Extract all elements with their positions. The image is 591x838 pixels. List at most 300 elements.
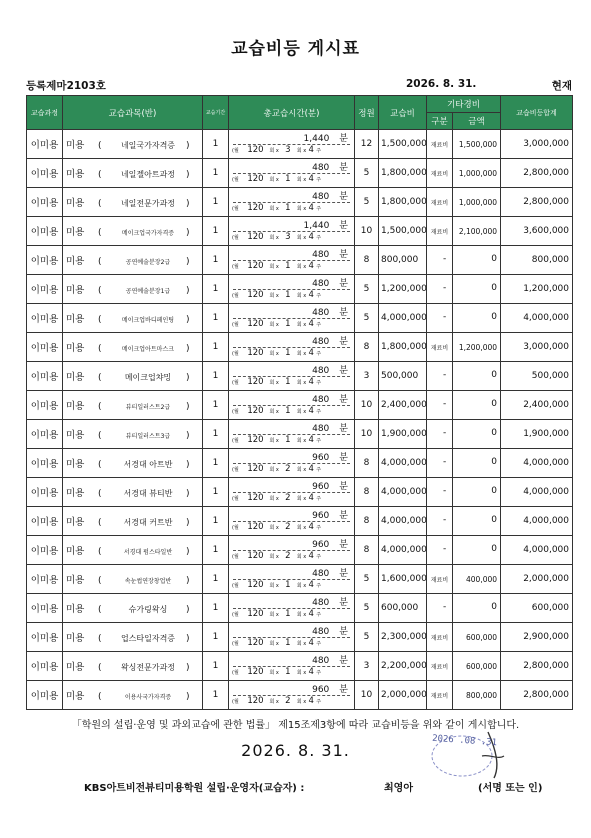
cell-months: 4 — [308, 232, 314, 242]
cell-course — [63, 188, 203, 217]
header-hours: 총교습시간(분) — [229, 96, 355, 130]
fee-table — [26, 95, 573, 710]
cell-paren-open: ( — [98, 199, 102, 209]
cell-minute-unit: 분 — [339, 482, 348, 492]
header-period: 교습기간 — [203, 96, 229, 130]
cell-total-minutes: 480 — [312, 627, 330, 637]
cell-hours: 480 분 (월 120 회 x 1 회 x 4 주 — [229, 188, 355, 217]
cell-minute-unit: 분 — [339, 540, 348, 550]
cell-other-type: 재료비 — [427, 681, 453, 710]
cell-subject: 미용 — [66, 662, 85, 673]
cell-minute-unit: 분 — [339, 569, 348, 579]
cell-times: 1 — [285, 609, 291, 619]
cell-capacity: 5 — [355, 594, 379, 623]
cell-capacity: 8 — [355, 536, 379, 565]
cell-paren-close: ) — [186, 286, 190, 296]
cell-other-amount — [443, 391, 501, 420]
cell-minutes-per: 120 — [247, 667, 264, 677]
cell-fee: 4,000,000 — [379, 449, 427, 478]
cell-minutes-per: 120 — [247, 696, 264, 706]
cell-paren-open: ( — [98, 170, 102, 180]
cell-subject: 미용 — [66, 517, 85, 528]
registration-number: 등록제마2103호 — [26, 80, 106, 92]
cell-minute-unit: 분 — [339, 598, 348, 608]
cell-fee: 4,000,000 — [379, 536, 427, 565]
cell-dash: - — [443, 457, 447, 467]
cell-minutes-per: 120 — [247, 290, 264, 300]
cell-other-amount — [443, 594, 501, 623]
cell-minute-unit: 분 — [339, 337, 348, 347]
cell-subject: 미용 — [66, 169, 85, 180]
cell-sum: 1,200,000 — [501, 275, 573, 304]
header-other: 기타경비 — [427, 96, 501, 113]
cell-capacity: 10 — [355, 217, 379, 246]
cell-months: 4 — [308, 290, 314, 300]
cell-capacity: 3 — [355, 362, 379, 391]
cell-other-amount — [443, 246, 501, 275]
cell-months: 4 — [308, 348, 314, 358]
cell-subject: 미용 — [66, 314, 85, 325]
cell-period: 1 — [203, 420, 229, 449]
cell-fee: 1,800,000 — [379, 333, 427, 362]
cell-minutes-per: 120 — [247, 232, 264, 242]
cell-other-amount: 600,000 — [453, 652, 501, 681]
cell-hours: 480 분 (월 120 회 x 1 회 x 4 주 — [229, 652, 355, 681]
cell-subject: 미용 — [66, 227, 85, 238]
cell-paren-open: ( — [98, 315, 102, 325]
cell-other-amount — [443, 420, 501, 449]
cell-minutes-per: 120 — [247, 522, 264, 532]
cell-minutes-per: 120 — [247, 580, 264, 590]
cell-paren-open: ( — [98, 489, 102, 499]
cell-sum: 3,000,000 — [501, 333, 573, 362]
cell-subject: 미용 — [66, 372, 85, 383]
cell-minutes-per: 120 — [247, 464, 264, 474]
cell-minute-unit: 분 — [339, 192, 348, 202]
cell-times: 2 — [285, 493, 291, 503]
header-course: 교습과목(반) — [63, 96, 203, 130]
stamp-date: 2026 .08 .31 — [431, 733, 498, 749]
cell-total-minutes: 480 — [312, 308, 330, 318]
cell-months: 4 — [308, 261, 314, 271]
cell-field: 이미용 — [27, 188, 63, 217]
cell-sum: 4,000,000 — [501, 478, 573, 507]
cell-total-minutes: 1,440 — [303, 134, 330, 144]
cell-other-amount: 600,000 — [453, 623, 501, 652]
cell-other-amount: 400,000 — [453, 565, 501, 594]
table-row — [27, 565, 573, 594]
cell-hours: 480 분 (월 120 회 x 1 회 x 4 주 — [229, 565, 355, 594]
cell-months: 4 — [308, 522, 314, 532]
cell-sum: 2,800,000 — [501, 159, 573, 188]
cell-other-amount — [443, 449, 501, 478]
cell-fee: 1,500,000 — [379, 130, 427, 159]
cell-total-minutes: 960 — [312, 540, 330, 550]
table-row — [27, 623, 573, 652]
cell-sum: 4,000,000 — [501, 507, 573, 536]
cell-zero: 0 — [491, 544, 498, 554]
cell-other-amount — [443, 304, 501, 333]
cell-total-minutes: 480 — [312, 192, 330, 202]
cell-hours: 960 분 (월 120 회 x 2 회 x 4 주 — [229, 478, 355, 507]
cell-fee: 4,000,000 — [379, 478, 427, 507]
cell-zero: 0 — [491, 515, 498, 525]
cell-times: 1 — [285, 580, 291, 590]
cell-course-name: 슈가링왁싱 — [128, 605, 168, 614]
cell-times: 2 — [285, 464, 291, 474]
table-row — [27, 594, 573, 623]
cell-other-type: 재료비 — [427, 333, 453, 362]
cell-other-amount — [443, 507, 501, 536]
cell-months: 4 — [308, 580, 314, 590]
cell-zero: 0 — [491, 428, 498, 438]
cell-dash: - — [443, 370, 447, 380]
cell-other-type — [427, 246, 453, 275]
cell-paren-close: ) — [186, 518, 190, 528]
operator-name: 최영아 — [384, 783, 413, 794]
cell-minute-unit: 분 — [339, 656, 348, 666]
cell-other-type: 재료비 — [427, 652, 453, 681]
cell-times: 1 — [285, 667, 291, 677]
cell-paren-close: ) — [186, 315, 190, 325]
cell-zero: 0 — [491, 486, 498, 496]
cell-course-name: 왁싱전문가과정 — [120, 663, 176, 672]
cell-months: 4 — [308, 203, 314, 213]
cell-subject: 미용 — [66, 633, 85, 644]
cell-course — [63, 478, 203, 507]
cell-course — [63, 420, 203, 449]
cell-paren-close: ) — [186, 634, 190, 644]
cell-course-name: 네일젤아트과정 — [120, 170, 176, 179]
table-row — [27, 217, 573, 246]
cell-months: 4 — [308, 667, 314, 677]
cell-times: 1 — [285, 377, 291, 387]
cell-course-name: 속눈썹연장창업반 — [124, 578, 172, 585]
cell-other-amount — [443, 536, 501, 565]
cell-sum: 4,000,000 — [501, 536, 573, 565]
cell-times: 1 — [285, 203, 291, 213]
cell-paren-close: ) — [186, 460, 190, 470]
cell-course — [63, 565, 203, 594]
cell-other-type: 재료비 — [427, 565, 453, 594]
cell-times: 1 — [285, 406, 291, 416]
cell-paren-close: ) — [186, 576, 190, 586]
cell-times: 2 — [285, 522, 291, 532]
cell-capacity: 12 — [355, 130, 379, 159]
cell-course-name: 메이크업아트마스크 — [121, 346, 175, 353]
cell-paren-close: ) — [186, 605, 190, 615]
cell-capacity: 8 — [355, 333, 379, 362]
cell-fee: 1,900,000 — [379, 420, 427, 449]
table-row — [27, 536, 573, 565]
cell-sum: 4,000,000 — [501, 304, 573, 333]
cell-other-amount: 800,000 — [453, 681, 501, 710]
cell-period: 1 — [203, 362, 229, 391]
cell-field: 이미용 — [27, 536, 63, 565]
cell-fee: 800,000 — [379, 246, 427, 275]
cell-minutes-per: 120 — [247, 145, 264, 155]
table-row — [27, 681, 573, 710]
cell-course-name: 서경대 펌스타일반 — [123, 549, 173, 556]
cell-period: 1 — [203, 333, 229, 362]
cell-sum: 2,000,000 — [501, 565, 573, 594]
cell-minutes-per: 120 — [247, 174, 264, 184]
cell-other-type — [427, 362, 453, 391]
cell-capacity: 8 — [355, 507, 379, 536]
cell-times: 1 — [285, 290, 291, 300]
table-row — [27, 188, 573, 217]
cell-zero: 0 — [491, 370, 498, 380]
cell-period: 1 — [203, 681, 229, 710]
cell-total-minutes: 480 — [312, 337, 330, 347]
cell-other-amount: 1,500,000 — [453, 130, 501, 159]
cell-course-name: 공연예술분장2급 — [125, 259, 171, 266]
cell-field: 이미용 — [27, 304, 63, 333]
cell-course-name: 네일국가자격증 — [120, 141, 176, 150]
cell-period: 1 — [203, 594, 229, 623]
cell-paren-close: ) — [186, 547, 190, 557]
cell-course — [63, 391, 203, 420]
header-capacity: 정원 — [355, 96, 379, 130]
cell-paren-close: ) — [186, 170, 190, 180]
cell-course — [63, 507, 203, 536]
cell-period: 1 — [203, 652, 229, 681]
cell-months: 4 — [308, 638, 314, 648]
cell-months: 4 — [308, 493, 314, 503]
cell-sum: 1,900,000 — [501, 420, 573, 449]
cell-period: 1 — [203, 130, 229, 159]
cell-other-type — [427, 420, 453, 449]
cell-paren-open: ( — [98, 286, 102, 296]
cell-hours: 480 분 (월 120 회 x 1 회 x 4 주 — [229, 275, 355, 304]
cell-times: 1 — [285, 638, 291, 648]
cell-capacity: 8 — [355, 478, 379, 507]
cell-hours: 960 분 (월 120 회 x 2 회 x 4 주 — [229, 536, 355, 565]
cell-course — [63, 333, 203, 362]
cell-total-minutes: 480 — [312, 163, 330, 173]
header-total: 교습비등합계 — [501, 96, 573, 130]
cell-hours: 480 분 (월 120 회 x 1 회 x 4 주 — [229, 304, 355, 333]
cell-paren-open: ( — [98, 605, 102, 615]
cell-minute-unit: 분 — [339, 627, 348, 637]
cell-period: 1 — [203, 565, 229, 594]
cell-subject: 미용 — [66, 198, 85, 209]
cell-hours: 480 분 (월 120 회 x 1 회 x 4 주 — [229, 594, 355, 623]
cell-course — [63, 275, 203, 304]
cell-capacity: 5 — [355, 275, 379, 304]
cell-minutes-per: 120 — [247, 261, 264, 271]
cell-total-minutes: 480 — [312, 598, 330, 608]
cell-total-minutes: 960 — [312, 482, 330, 492]
cell-course — [63, 304, 203, 333]
cell-paren-close: ) — [186, 663, 190, 673]
cell-period: 1 — [203, 188, 229, 217]
cell-hours: 480 분 (월 120 회 x 1 회 x 4 주 — [229, 333, 355, 362]
cell-subject: 미용 — [66, 546, 85, 557]
cell-course — [63, 536, 203, 565]
cell-subject: 미용 — [66, 140, 85, 151]
cell-subject: 미용 — [66, 430, 85, 441]
cell-times: 1 — [285, 348, 291, 358]
cell-minutes-per: 120 — [247, 203, 264, 213]
cell-paren-close: ) — [186, 692, 190, 702]
cell-subject: 미용 — [66, 459, 85, 470]
cell-field: 이미용 — [27, 507, 63, 536]
cell-minute-unit: 분 — [339, 308, 348, 318]
cell-paren-open: ( — [98, 460, 102, 470]
cell-sum: 2,900,000 — [501, 623, 573, 652]
cell-total-minutes: 480 — [312, 424, 330, 434]
cell-other-amount: 1,200,000 — [453, 333, 501, 362]
cell-field: 이미용 — [27, 217, 63, 246]
cell-course — [63, 449, 203, 478]
cell-sum: 500,000 — [501, 362, 573, 391]
cell-course — [63, 362, 203, 391]
cell-paren-close: ) — [186, 141, 190, 151]
cell-period: 1 — [203, 449, 229, 478]
cell-paren-open: ( — [98, 402, 102, 412]
cell-other-type — [427, 507, 453, 536]
cell-fee: 600,000 — [379, 594, 427, 623]
cell-minutes-per: 120 — [247, 348, 264, 358]
cell-minute-unit: 분 — [339, 279, 348, 289]
cell-field: 이미용 — [27, 391, 63, 420]
cell-zero: 0 — [491, 312, 498, 322]
cell-sum: 2,800,000 — [501, 681, 573, 710]
cell-capacity: 8 — [355, 449, 379, 478]
cell-capacity: 5 — [355, 623, 379, 652]
cell-zero: 0 — [491, 457, 498, 467]
cell-course — [63, 159, 203, 188]
cell-paren-open: ( — [98, 576, 102, 586]
cell-field: 이미용 — [27, 275, 63, 304]
cell-period: 1 — [203, 536, 229, 565]
cell-sum: 3,000,000 — [501, 130, 573, 159]
cell-minutes-per: 120 — [247, 377, 264, 387]
cell-fee: 500,000 — [379, 362, 427, 391]
cell-paren-close: ) — [186, 402, 190, 412]
cell-sum: 2,800,000 — [501, 652, 573, 681]
cell-hours: 480 분 (월 120 회 x 1 회 x 4 주 — [229, 391, 355, 420]
cell-field: 이미용 — [27, 478, 63, 507]
cell-total-minutes: 480 — [312, 656, 330, 666]
cell-sum: 2,800,000 — [501, 188, 573, 217]
cell-fee: 1,500,000 — [379, 217, 427, 246]
cell-capacity: 5 — [355, 159, 379, 188]
cell-subject: 미용 — [66, 488, 85, 499]
cell-months: 4 — [308, 609, 314, 619]
table-row — [27, 333, 573, 362]
cell-capacity: 10 — [355, 681, 379, 710]
cell-paren-open: ( — [98, 663, 102, 673]
cell-times: 2 — [285, 551, 291, 561]
cell-capacity: 10 — [355, 391, 379, 420]
cell-minutes-per: 120 — [247, 319, 264, 329]
page-title: 교습비등 게시표 — [231, 39, 360, 59]
cell-total-minutes: 480 — [312, 366, 330, 376]
cell-hours: 480 분 (월 120 회 x 1 회 x 4 주 — [229, 159, 355, 188]
cell-course-name: 뷰티일러스트2급 — [125, 404, 171, 411]
cell-times: 1 — [285, 261, 291, 271]
cell-fee: 4,000,000 — [379, 304, 427, 333]
cell-field: 이미용 — [27, 159, 63, 188]
cell-field: 이미용 — [27, 565, 63, 594]
cell-total-minutes: 480 — [312, 569, 330, 579]
cell-zero: 0 — [491, 399, 498, 409]
cell-period: 1 — [203, 507, 229, 536]
cell-other-amount — [443, 478, 501, 507]
header-fee: 교습비 — [379, 96, 427, 130]
cell-capacity: 8 — [355, 246, 379, 275]
cell-period: 1 — [203, 159, 229, 188]
cell-other-type — [427, 478, 453, 507]
cell-capacity: 5 — [355, 304, 379, 333]
cell-months: 4 — [308, 464, 314, 474]
cell-paren-close: ) — [186, 228, 190, 238]
cell-field: 이미용 — [27, 246, 63, 275]
cell-field: 이미용 — [27, 681, 63, 710]
cell-other-type — [427, 275, 453, 304]
cell-course-name: 서경대 아트반 — [123, 460, 173, 469]
cell-minute-unit: 분 — [339, 424, 348, 434]
cell-times: 1 — [285, 319, 291, 329]
cell-course-name: 공연예술분장1급 — [125, 288, 171, 295]
cell-other-type — [427, 304, 453, 333]
cell-paren-open: ( — [98, 692, 102, 702]
cell-course-name: 업스타일자격증 — [120, 634, 176, 643]
cell-months: 4 — [308, 377, 314, 387]
cell-dash: - — [443, 312, 447, 322]
cell-months: 4 — [308, 696, 314, 706]
cell-minute-unit: 분 — [339, 685, 348, 695]
cell-dash: - — [443, 544, 447, 554]
cell-paren-open: ( — [98, 344, 102, 354]
cell-other-amount: 1,000,000 — [453, 159, 501, 188]
table-row — [27, 362, 573, 391]
cell-course-name: 네일전문가과정 — [120, 199, 176, 208]
cell-hours: 480 분 (월 120 회 x 1 회 x 4 주 — [229, 246, 355, 275]
cell-period: 1 — [203, 246, 229, 275]
cell-other-amount — [443, 275, 501, 304]
cell-course-name: 메이크업챠밍 — [124, 373, 172, 382]
cell-sum: 4,000,000 — [501, 449, 573, 478]
cell-minutes-per: 120 — [247, 435, 264, 445]
cell-paren-close: ) — [186, 257, 190, 267]
cell-minute-unit: 분 — [339, 511, 348, 521]
cell-minute-unit: 분 — [339, 221, 348, 231]
cell-minute-unit: 분 — [339, 134, 348, 144]
academy-name: KBS아트비전뷰티미용학원 설립·운영자(교습자) : — [84, 783, 305, 794]
cell-fee: 2,400,000 — [379, 391, 427, 420]
cell-times: 3 — [285, 145, 291, 155]
cell-other-type: 재료비 — [427, 217, 453, 246]
cell-other-type — [427, 449, 453, 478]
cell-months: 4 — [308, 319, 314, 329]
cell-course-name: 이용사국가자격증 — [124, 694, 172, 701]
cell-dash: - — [443, 254, 447, 264]
cell-field: 이미용 — [27, 594, 63, 623]
table-row — [27, 159, 573, 188]
cell-times: 1 — [285, 174, 291, 184]
cell-dash: - — [443, 428, 447, 438]
cell-total-minutes: 960 — [312, 453, 330, 463]
table-row — [27, 652, 573, 681]
cell-other-amount — [443, 362, 501, 391]
cell-dash: - — [443, 283, 447, 293]
cell-subject: 미용 — [66, 604, 85, 615]
cell-total-minutes: 960 — [312, 685, 330, 695]
cell-fee: 1,800,000 — [379, 159, 427, 188]
